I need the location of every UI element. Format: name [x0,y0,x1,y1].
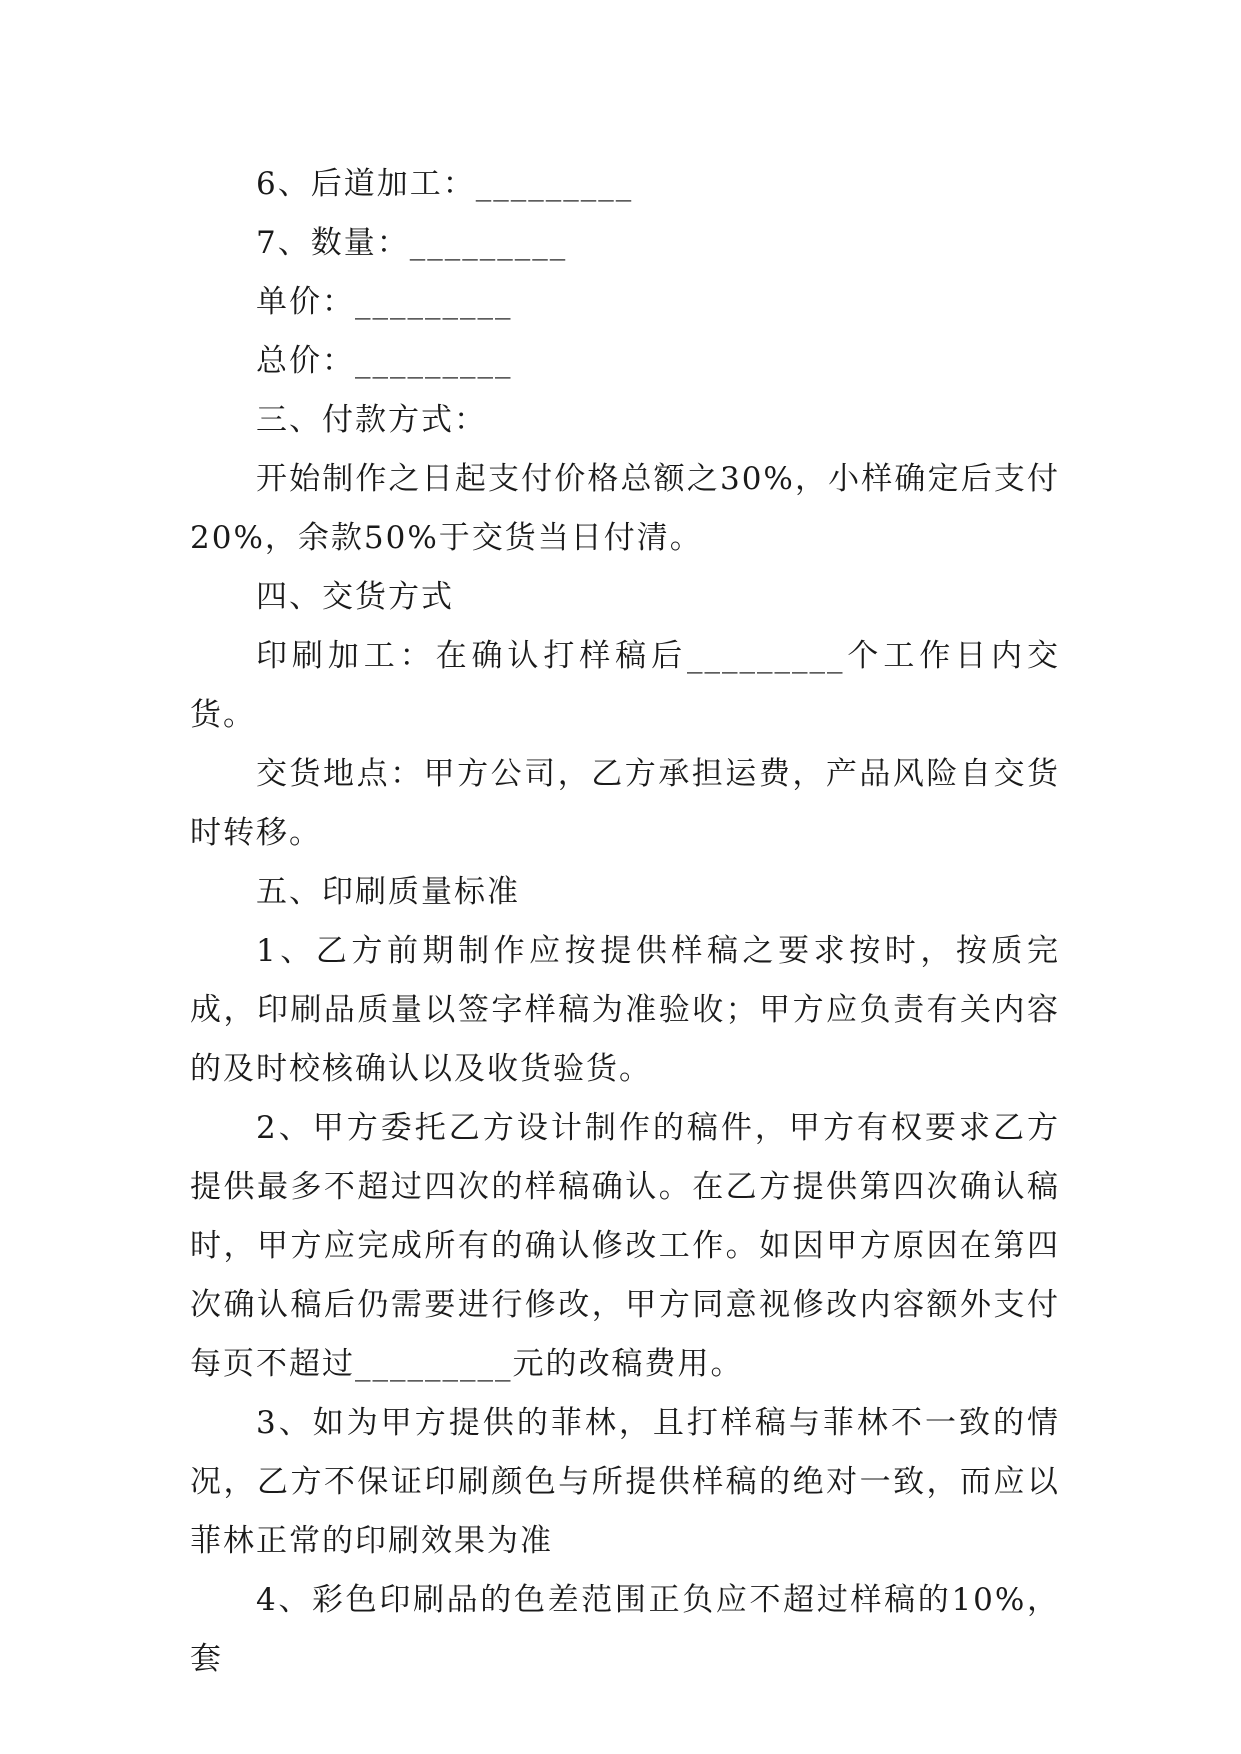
paragraph-quality-4: 4、彩色印刷品的色差范围正负应不超过样稿的10%，套 [190,1582,1060,1677]
section-heading-payment: 三、付款方式： [256,402,487,438]
paragraph-delivery-location: 交货地点：甲方公司，乙方承担运费，产品风险自交货时转移。 [190,756,1060,851]
paragraph-quality-3: 3、如为甲方提供的菲林，且打样稿与菲林不一致的情况，乙方不保证印刷颜色与所提供样稿的绝对一致，而应以菲林正常的印刷效果为准 [190,1405,1060,1559]
paragraph-quality-2: 2、甲方委托乙方设计制作的稿件，甲方有权要求乙方提供最多不超过四次的样稿确认。在乙方提供第四次确认稿时，甲方应完成所有的确认修改工作。如因甲方原因在第四次确认稿后仍需要进行修改，甲方同意视修改内容额外支付每页不超过_________元的改稿费用。 [190,1110,1060,1382]
paragraph-total-price: 总价：_________ [256,343,513,379]
paragraph-delivery-time: 印刷加工：在确认打样稿后_________个工作日内交货。 [190,638,1060,733]
paragraph-payment-terms: 开始制作之日起支付价格总额之30%，小样确定后支付20%，余款50%于交货当日付清。 [190,461,1060,556]
paragraph-post-processing: 6、后道加工：_________ [256,166,634,202]
section-heading-delivery: 四、交货方式 [256,579,454,615]
paragraph-quantity: 7、数量：_________ [256,225,568,261]
paragraph-unit-price: 单价：_________ [256,284,513,320]
paragraph-quality-1: 1、乙方前期制作应按提供样稿之要求按时，按质完成，印刷品质量以签字样稿为准验收；甲方应负责有关内容的及时校核确认以及收货验货。 [190,933,1060,1087]
section-heading-quality: 五、印刷质量标准 [256,874,520,910]
document-body [190,155,1060,1689]
